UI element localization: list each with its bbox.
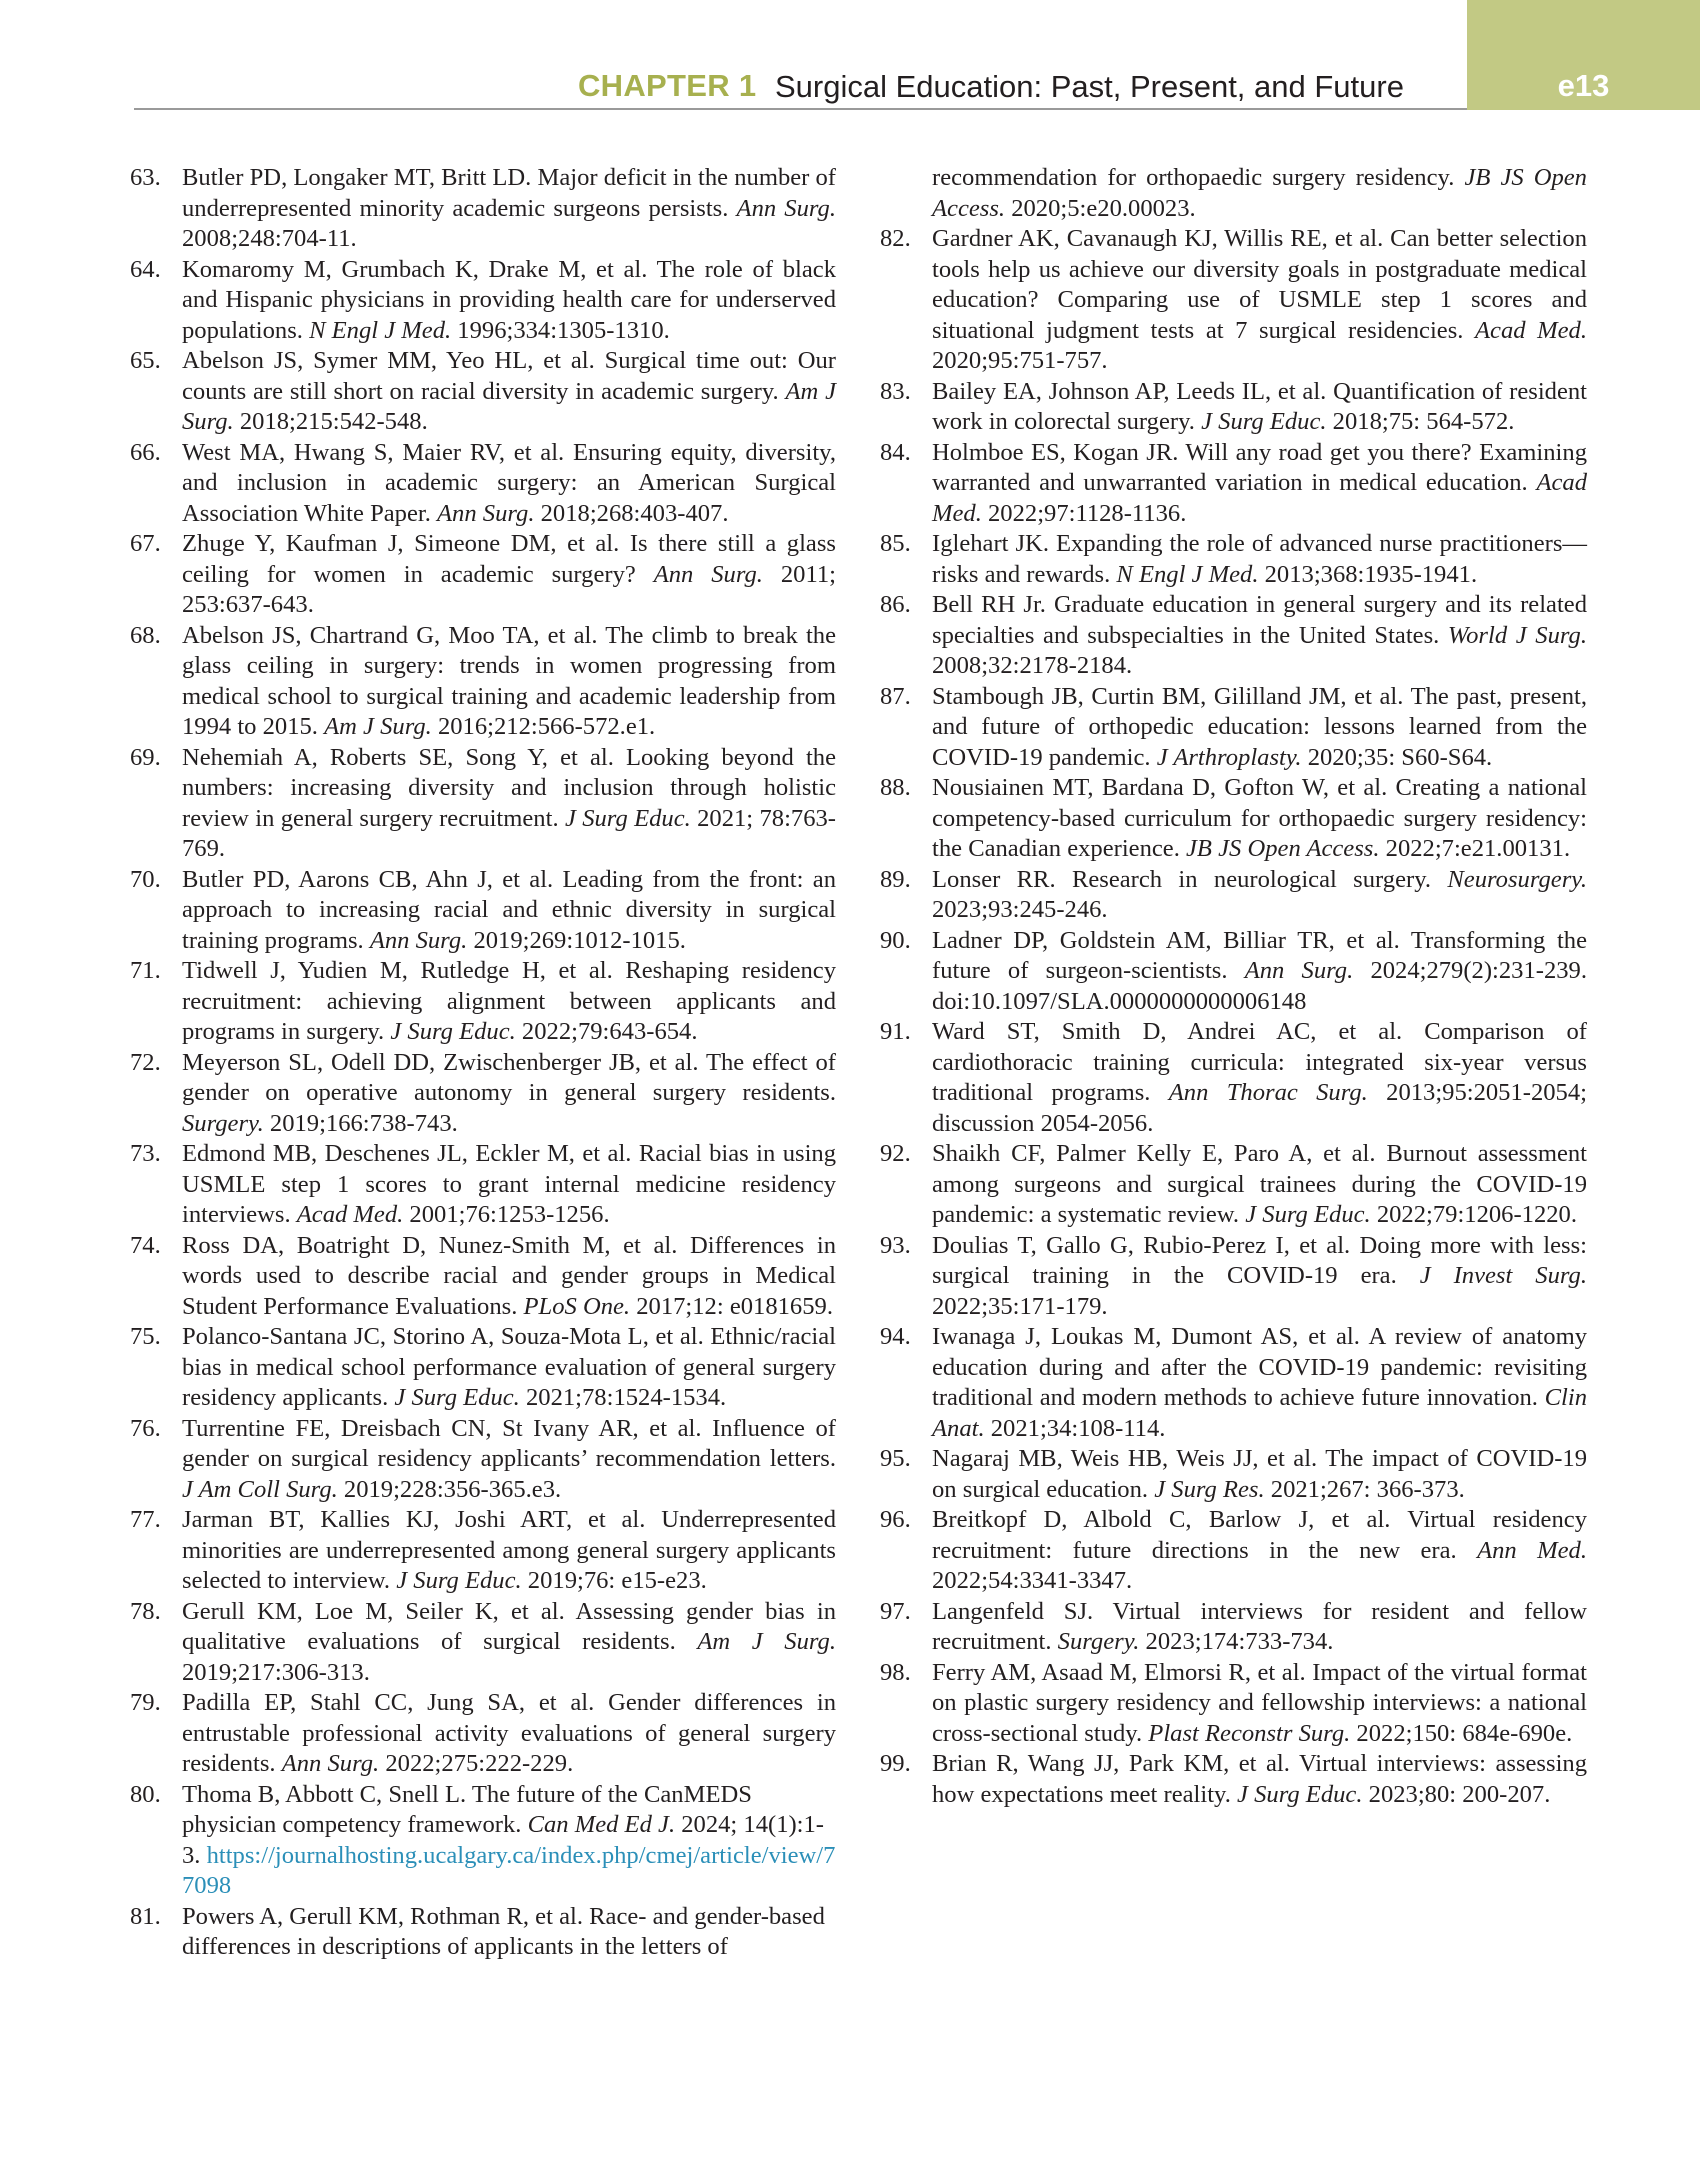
- reference-text: Holmboe ES, Kogan JR. Will any road get you there? Examining warranted and unwarranted variation in medical education.: [932, 438, 1587, 496]
- reference-continuation: [880, 163, 1587, 224]
- reference-text: recommendation for orthopaedic surgery residency.: [932, 164, 1465, 191]
- reference-number: 77.: [130, 1506, 161, 1533]
- reference-number: 93.: [880, 1231, 911, 1259]
- reference-item: [130, 1780, 836, 1902]
- citation-details: 2022;79:643-654.: [515, 1018, 698, 1045]
- journal-name: Am J Surg.: [182, 377, 836, 435]
- reference-text: Ross DA, Boatright D, Nunez-Smith M, et al. Differences in words used to describe racial and gender groups in Medical Student Performance Evaluations.: [182, 1231, 836, 1320]
- reference-number: 63.: [130, 164, 161, 191]
- chapter-title: Surgical Education: Past, Present, and Future: [775, 69, 1404, 104]
- reference-number: 91.: [880, 1018, 911, 1045]
- reference-number: 82.: [880, 225, 911, 252]
- reference-text: Padilla EP, Stahl CC, Jung SA, et al. Gender differences in entrustable professional activity evaluations of general surgery residents.: [182, 1689, 836, 1777]
- journal-name: N Engl J Med.: [309, 316, 452, 344]
- reference-number: 88.: [880, 774, 911, 801]
- reference-text: Butler PD, Aarons CB, Ahn J, et al. Leading from the front: an approach to increasing racial and ethnic diversity in surgical training programs.: [182, 865, 836, 954]
- reference-text: Abelson JS, Symer MM, Yeo HL, et al. Surgical time out: Our counts are still short on racial diversity in academic surgery.: [182, 347, 836, 405]
- reference-number: 87.: [880, 682, 911, 710]
- reference-item: [130, 163, 836, 255]
- citation-details: 2019;166:738-743.: [263, 1109, 458, 1137]
- reference-text: Polanco-Santana JC, Storino A, Souza-Mota L, et al. Ethnic/racial bias in medical school performance evaluation of general surgery residency applicants.: [182, 1323, 836, 1411]
- journal-name: Ann Surg.: [736, 194, 837, 222]
- reference-text: Powers A, Gerull KM, Rothman R, et al. Race- and gender-based differences in descriptions of applicants in the letters of: [182, 1902, 825, 1960]
- reference-number: 69.: [130, 743, 161, 771]
- reference-number: 74.: [130, 1231, 161, 1259]
- reference-item: [880, 773, 1587, 865]
- journal-name: Clin Anat.: [932, 1384, 1587, 1442]
- reference-item: [130, 1231, 836, 1323]
- reference-item: [130, 743, 836, 865]
- reference-text: Nousiainen MT, Bardana D, Gofton W, et al. Creating a national competency-based curriculum for orthopaedic surgery residency: the Canadian experience.: [932, 774, 1587, 862]
- reference-item: [880, 1139, 1587, 1231]
- citation-details: 2001;76:1253-1256.: [403, 1201, 610, 1228]
- reference-item: [130, 255, 836, 347]
- reference-text: Komaromy M, Grumbach K, Drake M, et al. The role of black and Hispanic physicians in providing health care for underserved populations.: [182, 255, 836, 344]
- reference-item: [880, 865, 1587, 926]
- header-rule: [134, 108, 1467, 110]
- journal-name: Ann Surg.: [281, 1750, 380, 1777]
- reference-number: 89.: [880, 865, 911, 893]
- citation-details: 2022;97:1128-1136.: [981, 499, 1187, 527]
- journal-name: Acad Med.: [1475, 316, 1587, 344]
- journal-name: J Am Coll Surg.: [182, 1475, 338, 1503]
- citation-details: 2019;217:306-313.: [182, 1658, 370, 1686]
- reference-item: [880, 1597, 1587, 1658]
- reference-number: 80.: [130, 1780, 161, 1808]
- references-right-column: [880, 163, 1587, 1810]
- reference-number: 64.: [130, 255, 161, 283]
- reference-number: 86.: [880, 591, 911, 618]
- reference-text: Thoma B, Abbott C, Snell L. The future of the CanMEDS physician competency framework.: [182, 1780, 752, 1838]
- journal-name: Am J Surg.: [324, 713, 432, 740]
- reference-number: 75.: [130, 1323, 161, 1350]
- reference-item: [130, 1688, 836, 1780]
- journal-name: N Engl J Med.: [1116, 560, 1259, 588]
- citation-details: 2020;35: S60-S64.: [1301, 743, 1493, 771]
- journal-name: JB JS Open Access.: [932, 164, 1587, 222]
- citation-details: 2019;76: e15-e23.: [521, 1567, 707, 1594]
- reference-item: [880, 682, 1587, 774]
- reference-text: Ward ST, Smith D, Andrei AC, et al. Comparison of cardiothoracic training curricula: integrated six-year versus traditional programs.: [932, 1018, 1587, 1106]
- reference-number: 97.: [880, 1597, 911, 1625]
- reference-item: [130, 1597, 836, 1689]
- reference-text: Gardner AK, Cavanaugh KJ, Willis RE, et al. Can better selection tools help us achieve our diversity goals in postgraduate medical education? Comparing use of USMLE step 1 scores and situational judgment tests at 7 surgical residencies.: [932, 225, 1587, 344]
- citation-details: 2021;267: 366-373.: [1264, 1475, 1465, 1503]
- journal-name: Acad Med.: [296, 1201, 404, 1228]
- journal-name: J Surg Educ.: [564, 804, 691, 832]
- reference-number: 95.: [880, 1445, 911, 1472]
- citation-details: 2013;368:1935-1941.: [1258, 560, 1478, 588]
- citation-details: 2016;212:566-572.e1.: [431, 713, 656, 740]
- journal-name: J Surg Educ.: [1237, 1780, 1363, 1808]
- citation-details: 2017;12: e0181659.: [630, 1292, 833, 1320]
- reference-text: Breitkopf D, Albold C, Barlow J, et al. Virtual residency recruitment: future directions in the new era.: [932, 1506, 1587, 1564]
- reference-text: Brian R, Wang JJ, Park KM, et al. Virtual interviews: assessing how expectations meet reality.: [932, 1750, 1587, 1808]
- journal-name: J Surg Educ.: [390, 1018, 516, 1045]
- citation-details: 2022;150: 684e-690e.: [1350, 1719, 1573, 1747]
- citation-details: 2024;279(2):231-239. doi:10.1097/SLA.0000000000006148: [932, 957, 1587, 1015]
- journal-name: J Surg Educ.: [394, 1384, 520, 1411]
- reference-item: [880, 1444, 1587, 1505]
- citation-details: 2020;5:e20.00023.: [1005, 194, 1196, 222]
- citation-details: 2021;34:108-114.: [984, 1414, 1166, 1442]
- journal-name: Surgery.: [1057, 1628, 1140, 1655]
- journal-name: Neurosurgery.: [1447, 865, 1587, 893]
- journal-name: JB JS Open Access.: [1186, 835, 1380, 862]
- reference-text: Turrentine FE, Dreisbach CN, St Ivany AR, et al. Influence of gender on surgical residency applicants’ recommendation letters.: [182, 1414, 836, 1472]
- reference-text: Iwanaga J, Loukas M, Dumont AS, et al. A review of anatomy education during and after the COVID-19 pandemic: revisiting traditional and modern methods to achieve future innovation.: [932, 1323, 1587, 1411]
- reference-item: [130, 956, 836, 1048]
- journal-name: Ann Surg.: [437, 499, 535, 527]
- reference-number: 66.: [130, 438, 161, 466]
- reference-link[interactable]: https://journalhosting.ucalgary.ca/index.php/cmej/article/view/77098: [182, 1841, 836, 1899]
- citation-details: 2019;269:1012-1015.: [467, 926, 686, 954]
- reference-number: 85.: [880, 530, 911, 557]
- citation-details: 2022;35:171-179.: [932, 1292, 1108, 1320]
- reference-text: Zhuge Y, Kaufman J, Simeone DM, et al. Is there still a glass ceiling for women in academic surgery?: [182, 530, 836, 588]
- journal-name: Am J Surg.: [697, 1628, 836, 1655]
- reference-text: Jarman BT, Kallies KJ, Joshi ART, et al. Underrepresented minorities are underrepresented among general surgery applicants selected to interview.: [182, 1506, 836, 1594]
- reference-number: 94.: [880, 1323, 911, 1350]
- citation-details: 2021;78:1524-1534.: [519, 1384, 727, 1411]
- journal-name: J Surg Educ.: [396, 1567, 522, 1594]
- reference-number: 76.: [130, 1414, 161, 1442]
- reference-text: Stambough JB, Curtin BM, Gililland JM, et al. The past, present, and future of orthopedic education: lessons learned from the COVID-19 pandemic.: [932, 682, 1587, 771]
- journal-name: Ann Med.: [1477, 1536, 1587, 1564]
- journal-name: World J Surg.: [1447, 621, 1587, 649]
- reference-text: Nehemiah A, Roberts SE, Song Y, et al. Looking beyond the numbers: increasing diversity and inclusion through holistic review in general surgery recruitment.: [182, 743, 836, 832]
- journal-name: Surgery.: [182, 1109, 264, 1137]
- citation-details: 2018;75: 564-572.: [1326, 408, 1515, 435]
- reference-text: Bell RH Jr. Graduate education in general surgery and its related specialties and subspecialties in the United States.: [932, 591, 1587, 649]
- reference-item: [130, 621, 836, 743]
- reference-text: Butler PD, Longaker MT, Britt LD. Major deficit in the number of underrepresented minority academic surgeons persists.: [182, 164, 836, 222]
- reference-number: 70.: [130, 865, 161, 893]
- journal-name: Ann Thorac Surg.: [1168, 1079, 1368, 1106]
- reference-item: [880, 377, 1587, 438]
- reference-item: [880, 224, 1587, 377]
- references-left-column: [130, 163, 836, 1963]
- journal-name: Can Med Ed J.: [527, 1811, 676, 1838]
- reference-text: Gerull KM, Loe M, Seiler K, et al. Assessing gender bias in qualitative evaluations of surgical residents.: [182, 1597, 836, 1655]
- reference-number: 96.: [880, 1506, 911, 1533]
- reference-text: Langenfeld SJ. Virtual interviews for resident and fellow recruitment.: [932, 1597, 1587, 1655]
- citation-details: 2019;228:356-365.e3.: [337, 1475, 562, 1503]
- citation-details: 2008;32:2178-2184.: [932, 652, 1133, 679]
- page-number: e13: [1557, 68, 1610, 103]
- reference-number: 83.: [880, 377, 911, 405]
- reference-text: Doulias T, Gallo G, Rubio-Perez I, et al. Doing more with less: surgical training in the COVID-19 era.: [932, 1231, 1587, 1289]
- reference-item: [130, 1048, 836, 1140]
- reference-number: 71.: [130, 957, 161, 984]
- reference-text: Iglehart JK. Expanding the role of advanced nurse practitioners—risks and rewards.: [932, 530, 1587, 588]
- citation-details: 2023;93:245-246.: [932, 896, 1108, 923]
- reference-text: Edmond MB, Deschenes JL, Eckler M, et al. Racial bias in using USMLE step 1 scores to grant internal medicine residency interviews.: [182, 1140, 836, 1228]
- chapter-label: CHAPTER 1: [578, 68, 757, 103]
- reference-text: Tidwell J, Yudien M, Rutledge H, et al. Reshaping residency recruitment: achieving alignment between applicants and programs in surgery.: [182, 957, 836, 1045]
- citation-details: 2024; 14(1):1-3.: [182, 1811, 825, 1869]
- reference-number: 92.: [880, 1140, 911, 1167]
- journal-name: J Invest Surg.: [1419, 1262, 1587, 1289]
- citation-details: 2013;95:2051-2054; discussion 2054-2056.: [932, 1079, 1587, 1137]
- citation-details: 2022;275:222-229.: [379, 1750, 574, 1777]
- reference-number: 84.: [880, 438, 911, 466]
- citation-details: 2022;54:3341-3347.: [932, 1567, 1133, 1594]
- reference-item: [130, 1902, 836, 1963]
- citation-details: 2023;80: 200-207.: [1362, 1780, 1551, 1808]
- reference-item: [130, 1414, 836, 1506]
- journal-name: J Surg Res.: [1154, 1475, 1265, 1503]
- reference-item: [880, 529, 1587, 590]
- reference-item: [130, 1139, 836, 1231]
- reference-item: [880, 1749, 1587, 1810]
- reference-number: 99.: [880, 1750, 911, 1777]
- reference-number: 68.: [130, 621, 161, 649]
- citation-details: 2018;215:542-548.: [233, 408, 428, 435]
- journal-name: Ann Surg.: [369, 926, 468, 954]
- reference-item: [130, 865, 836, 957]
- citation-details: 2011; 253:637-643.: [182, 560, 836, 618]
- reference-item: [880, 438, 1587, 530]
- reference-number: 81.: [130, 1902, 161, 1930]
- reference-number: 67.: [130, 530, 161, 557]
- reference-text: Abelson JS, Chartrand G, Moo TA, et al. The climb to break the glass ceiling in surgery: trends in women progressing from medical school to surgical training and academic leadership from 1994 to 2015.: [182, 621, 836, 740]
- reference-number: 98.: [880, 1658, 911, 1686]
- reference-item: [130, 1505, 836, 1597]
- reference-number: 72.: [130, 1048, 161, 1076]
- citation-details: 2022;7:e21.00131.: [1379, 835, 1571, 862]
- citation-details: 2020;95:751-757.: [932, 347, 1108, 374]
- reference-item: [130, 529, 836, 621]
- reference-item: [880, 926, 1587, 1018]
- citation-details: 2008;248:704-11.: [182, 225, 357, 252]
- reference-item: [880, 1231, 1587, 1323]
- reference-number: 65.: [130, 347, 161, 374]
- citation-details: 2018;268:403-407.: [534, 499, 729, 527]
- journal-name: Acad Med.: [932, 469, 1587, 527]
- reference-item: [130, 438, 836, 530]
- reference-number: 79.: [130, 1689, 161, 1716]
- reference-item: [880, 1322, 1587, 1444]
- reference-text: Nagaraj MB, Weis HB, Weis JJ, et al. The impact of COVID-19 on surgical education.: [932, 1445, 1587, 1503]
- reference-text: West MA, Hwang S, Maier RV, et al. Ensuring equity, diversity, and inclusion in academic surgery: an American Surgical Association White Paper.: [182, 438, 836, 527]
- reference-text: Ferry AM, Asaad M, Elmorsi R, et al. Impact of the virtual format on plastic surgery residency and fellowship interviews: a national cross-sectional study.: [932, 1658, 1587, 1747]
- journal-name: PLoS One.: [523, 1292, 631, 1320]
- reference-item: [880, 1658, 1587, 1750]
- reference-item: [880, 1017, 1587, 1139]
- reference-item: [880, 1505, 1587, 1597]
- citation-details: 2021; 78:763-769.: [182, 804, 836, 862]
- reference-number: 78.: [130, 1597, 161, 1625]
- journal-name: Ann Surg.: [1244, 957, 1354, 984]
- reference-item: [130, 1322, 836, 1414]
- reference-item: [880, 590, 1587, 682]
- journal-name: J Surg Educ.: [1245, 1201, 1371, 1228]
- citation-details: 2022;79:1206-1220.: [1370, 1201, 1577, 1228]
- journal-name: J Arthroplasty.: [1156, 743, 1302, 771]
- reference-number: 90.: [880, 926, 911, 954]
- reference-text: Lonser RR. Research in neurological surgery.: [932, 865, 1448, 893]
- journal-name: J Surg Educ.: [1201, 408, 1327, 435]
- reference-item: [130, 346, 836, 438]
- reference-number: 73.: [130, 1140, 161, 1167]
- reference-text: Meyerson SL, Odell DD, Zwischenberger JB, et al. The effect of gender on operative autonomy in general surgery residents.: [182, 1048, 836, 1106]
- reference-text: Ladner DP, Goldstein AM, Billiar TR, et al. Transforming the future of surgeon-scientists.: [932, 926, 1587, 984]
- citation-details: 2023;174:733-734.: [1139, 1628, 1334, 1655]
- citation-details: 1996;334:1305-1310.: [451, 316, 670, 344]
- journal-name: Plast Reconstr Surg.: [1148, 1719, 1351, 1747]
- reference-text: Bailey EA, Johnson AP, Leeds IL, et al. Quantification of resident work in colorectal surgery.: [932, 377, 1587, 435]
- reference-text: Shaikh CF, Palmer Kelly E, Paro A, et al. Burnout assessment among surgeons and surgical trainees during the COVID-19 pandemic: a systematic review.: [932, 1140, 1587, 1228]
- journal-name: Ann Surg.: [653, 560, 763, 588]
